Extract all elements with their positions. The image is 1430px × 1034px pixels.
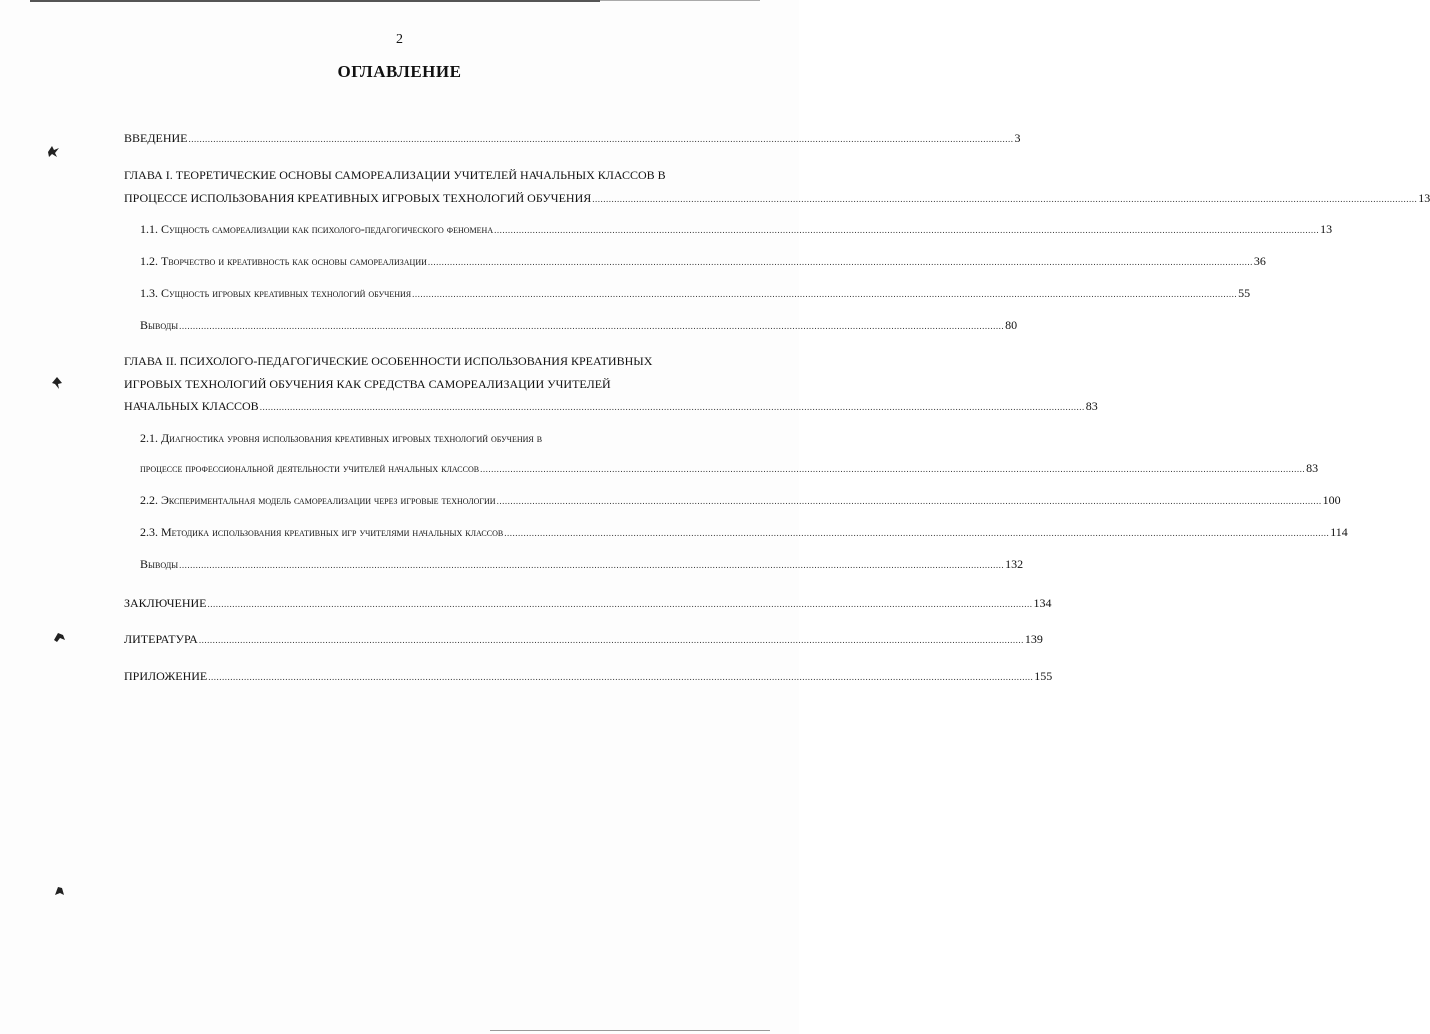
toc-leader-dots: ............................................................................................................................................................................................................................................................................................................ [480,464,1306,474]
toc-entry-conclusion[interactable] [124,595,1052,611]
punch-hole-mark [52,884,66,898]
toc-leader-dots: ............................................................................................................................................................................................................................................................................................................ [198,635,1024,645]
toc-entry-text: ПРОЦЕССЕ ИСПОЛЬЗОВАНИЯ КРЕАТИВНЫХ ИГРОВЫХ ТЕХНОЛОГИЙ ОБУЧЕНИЯ [124,191,592,205]
toc-2-1-line1[interactable]: 2.1. Диагностика уровня использования креативных игровых технологий обучения в [140,431,543,445]
toc-page-number: 13 [1418,191,1430,205]
toc-page-number: 13 [1320,222,1333,236]
toc-page-number: 139 [1024,632,1043,646]
toc-entry-text: 2.2. Экспериментальная модель самореализации через игровые технологии [140,493,496,507]
toc-entry-1-3[interactable] [140,285,1251,301]
toc-leader-dots: ............................................................................................................................................................................................................................................................................................................ [427,257,1253,267]
toc-entry-2-1[interactable] [140,460,1319,476]
toc-entry-1-1[interactable] [140,221,1333,237]
toc-leader-dots: ............................................................................................................................................................................................................................................................................................................ [412,289,1238,299]
toc-entry-conclusions-1[interactable] [140,317,1018,333]
toc-leader-dots: ............................................................................................................................................................................................................................................................................................................ [207,599,1033,609]
toc-entry-text: Выводы [140,557,179,571]
toc-leader-dots: ............................................................................................................................................................................................................................................................................................................ [494,225,1320,235]
punch-hole-mark [50,376,64,390]
toc-entry-text: 1.1. Сущность самореализации как психолого-педагогического феномена [140,222,494,236]
toc-page-number: 134 [1033,596,1052,610]
toc-page-number: 3 [1014,131,1021,145]
toc-entry-text: 1.3. Сущность игровых креативных технологий обучения [140,286,412,300]
toc-entry-text: НАЧАЛЬНЫХ КЛАССОВ [124,399,259,413]
toc-page-number: 83 [1306,461,1319,475]
toc-entry-text: ЛИТЕРАТУРА [124,632,198,646]
toc-chapter2-line2[interactable]: ИГРОВЫХ ТЕХНОЛОГИЙ ОБУЧЕНИЯ КАК СРЕДСТВА САМОРЕАЛИЗАЦИИ УЧИТЕЛЕЙ [124,377,611,391]
page-title: ОГЛАВЛЕНИЕ [337,62,462,81]
toc-leader-dots: ............................................................................................................................................................................................................................................................................................................ [179,321,1005,331]
toc-page-number: 36 [1253,254,1266,268]
toc-entry-conclusions-2[interactable] [140,556,1024,572]
toc-entry-2-2[interactable] [140,492,1341,508]
toc-entry-text: ЗАКЛЮЧЕНИЕ [124,596,207,610]
toc-leader-dots: ............................................................................................................................................................................................................................................................................................................ [592,194,1418,204]
toc-entry-text: ПРИЛОЖЕНИЕ [124,669,208,683]
toc-entry-appendix[interactable] [124,668,1053,684]
toc-leader-dots: ............................................................................................................................................................................................................................................................................................................ [496,496,1322,506]
toc-page-number: 55 [1238,286,1251,300]
toc-chapter2-line1[interactable]: ГЛАВА II. ПСИХОЛОГО-ПЕДАГОГИЧЕСКИЕ ОСОБЕННОСТИ ИСПОЛЬЗОВАНИЯ КРЕАТИВНЫХ [124,354,653,368]
toc-entry-text: ВВЕДЕНИЕ [124,131,188,145]
punch-hole-mark [52,630,66,644]
bottom-rule [490,1030,770,1031]
toc-entry-text: Выводы [140,318,179,332]
toc-page-number: 114 [1330,525,1348,539]
toc-page-number: 80 [1005,318,1018,332]
toc-leader-dots: ............................................................................................................................................................................................................................................................................................................ [208,672,1034,682]
toc-chapter1-line1[interactable]: ГЛАВА I. ТЕОРЕТИЧЕСКИЕ ОСНОВЫ САМОРЕАЛИЗАЦИИ УЧИТЕЛЕЙ НАЧАЛЬНЫХ КЛАССОВ В [124,168,666,182]
toc-leader-dots: ............................................................................................................................................................................................................................................................................................................ [179,560,1005,570]
toc-entry-chapter2[interactable] [124,398,1098,414]
toc-page-number: 132 [1005,557,1024,571]
toc-page-number: 155 [1034,669,1053,683]
toc-leader-dots: ............................................................................................................................................................................................................................................................................................................ [259,402,1085,412]
top-rule [30,0,600,2]
page-number: 2 [396,32,403,47]
toc-entry-text: 1.2. Творчество и креативность как основы самореализации [140,254,427,268]
toc-page-number: 100 [1322,493,1341,507]
top-rule-faint [600,0,760,1]
toc-leader-dots: ............................................................................................................................................................................................................................................................................................................ [188,134,1014,144]
toc-entry-2-3[interactable] [140,524,1348,540]
toc-entry-chapter1[interactable] [124,190,1430,206]
toc-entry-text: 2.3. Методика использования креативных игр учителями начальных классов [140,525,504,539]
toc-entry-1-2[interactable] [140,253,1266,269]
toc-entry-intro[interactable] [124,130,1021,146]
toc-page-number: 83 [1085,399,1098,413]
toc-leader-dots: ............................................................................................................................................................................................................................................................................................................ [504,528,1330,538]
toc-entry-text: процессе профессиональной деятельности учителей начальных классов [140,461,480,475]
punch-hole-mark [46,144,60,158]
toc-entry-literature[interactable] [124,631,1043,647]
